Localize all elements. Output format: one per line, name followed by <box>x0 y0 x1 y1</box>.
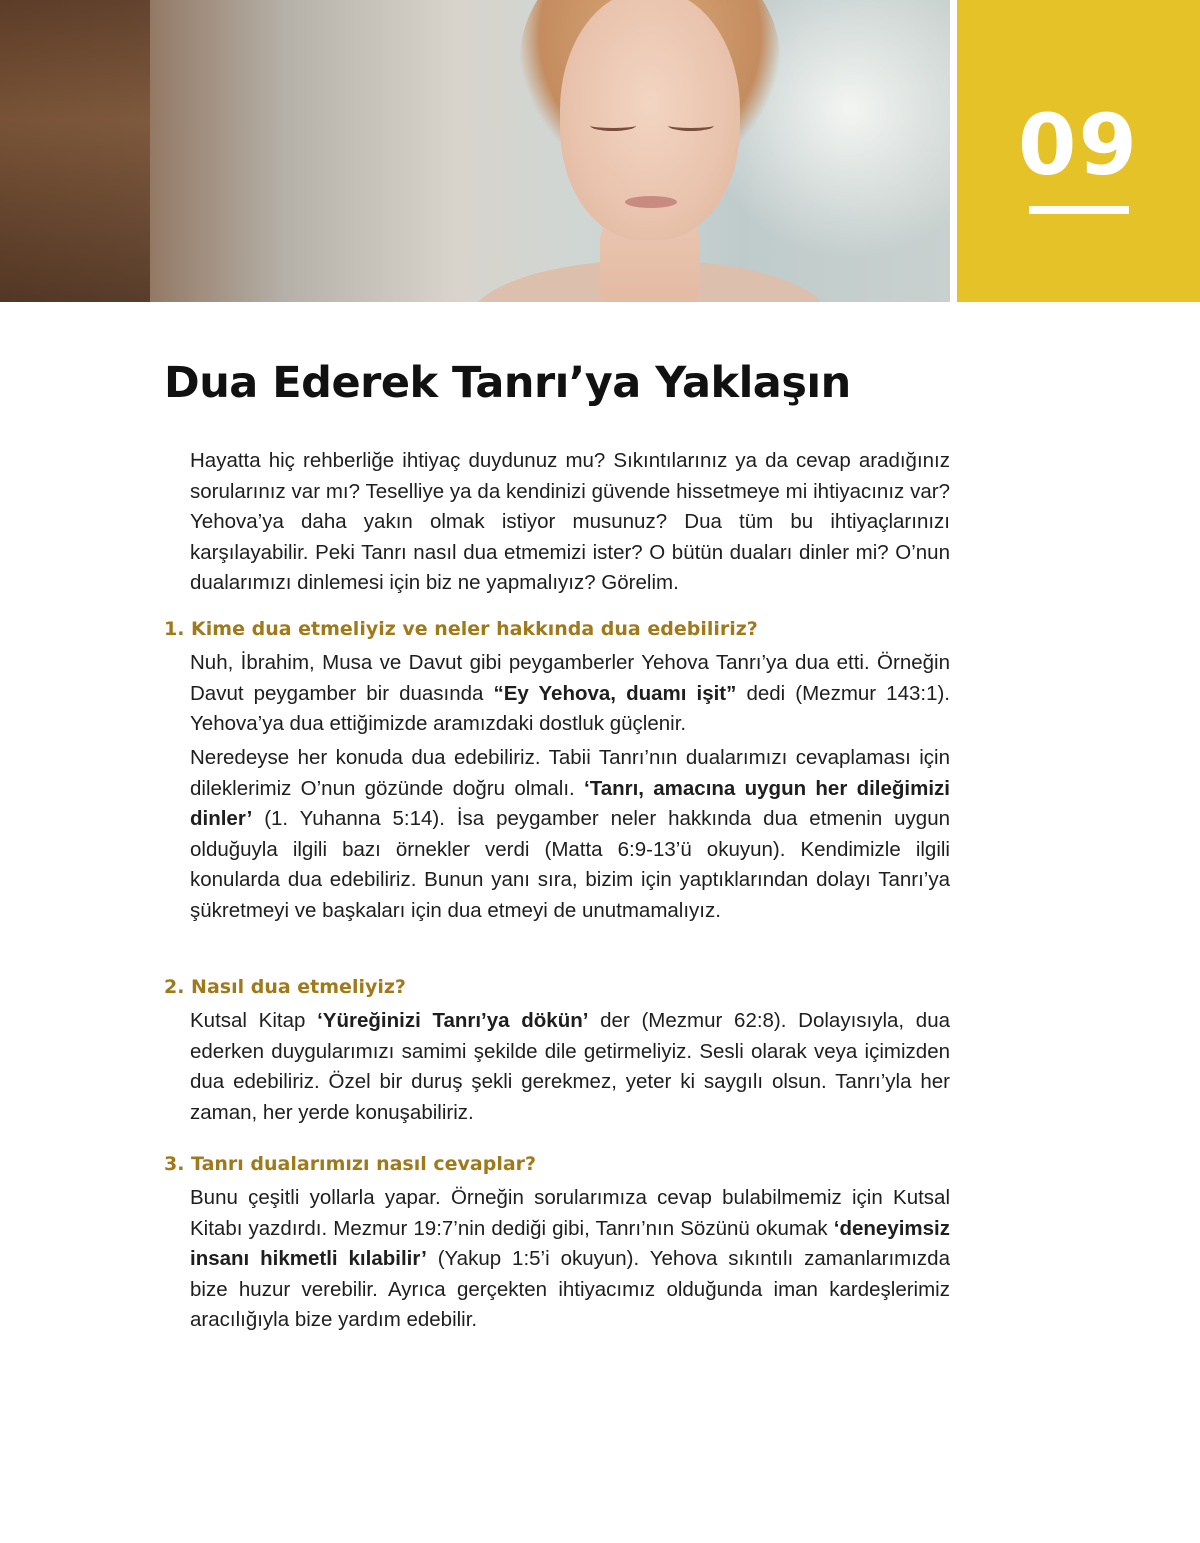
intro-paragraph: Hayatta hiç rehberliğe ihtiyaç duydunuz mu? Sıkıntılarınız ya da cevap aradığınız sorularınız var mı? Teselliye ya da kendinizi güvende hissetmeye mi ihtiyacınız var? Yehova’ya daha yakın olmak istiyor musunuz? Dua tüm bu ihtiyaçlarınızı karşılayabilir. Peki Tanrı nasıl dua etmemizi ister? O bütün duaları dinler mi? O’nun dualarımızı dinlemesi için biz ne yapmalıyız? Görelim. <box>190 449 950 594</box>
section-1-paragraph-2 <box>190 743 950 926</box>
section-1-paragraph-1 <box>190 648 950 740</box>
closed-eye-right <box>668 120 714 131</box>
section-1-heading: 1. Kime dua etmeliyiz ve neler hakkında dua edebiliriz? <box>164 618 758 640</box>
text-span: (Yakup 1:5’i okuyun). Yehova sıkıntılı zamanlarımızda bize huzur verebilir. Ayrıca gerçekten ihtiyacımız olduğunda iman kardeşlerimiz aracılığıyla bize yardım edebilir. <box>190 1247 950 1331</box>
chapter-number-block <box>957 0 1200 302</box>
scripture-quote: ‘Tanrı, amacına uygun her dileğimizi dinler’ <box>190 776 950 830</box>
woman-lips <box>625 196 677 208</box>
text-span: Bunu çeşitli yollarla yapar. Örneğin sorularımıza cevap bulabilmemiz için Kutsal Kitabı yazdırdı. Mezmur 19:7’nin dediği gibi, Tanrı’nın Sözünü okumak <box>190 1186 950 1240</box>
chapter-number: 09 <box>1018 96 1139 194</box>
header-photo <box>0 0 950 302</box>
closed-eye-left <box>590 120 636 131</box>
section-3-paragraph-1 <box>190 1183 950 1336</box>
page-title: Dua Ederek Tanrı’ya Yaklaşın <box>164 358 851 408</box>
text-span: Neredeyse her konuda dua edebiliriz. Tabii Tanrı’nın dualarımızı cevaplaması için dileklerimiz O’nun gözünde doğru olmalı. <box>190 746 950 800</box>
section-2-heading: 2. Nasıl dua etmeliyiz? <box>164 976 406 998</box>
text-span: der (Mezmur 62:8). Dolayısıyla, dua ederken duygularımızı samimi şekilde dile getirmeliyiz. Sesli olarak veya içimizden dua edebiliriz. Özel bir duruş şekli gerekmez, yeter ki saygılı olsun. Tanrı’yla her zaman, her yerde konuşabiliriz. <box>190 1009 951 1124</box>
scripture-quote: “Ey Yehova, duamı işit” <box>493 681 737 705</box>
section-3-heading: 3. Tanrı dualarımızı nasıl cevaplar? <box>164 1153 537 1175</box>
text-span: (1. Yuhanna 5:14). İsa peygamber neler hakkında dua etmenin uygun olduğuyla ilgili bazı örnekler verdi (Matta 6:9-13’ü okuyun). Kendimizle ilgili konularda dua edebiliriz. Bunun yanı sıra, bizim için yaptıklarından dolayı Tanrı’ya şükretmeyi ve başkaları için dua etmeyi de unutmamalıyız. <box>190 807 950 922</box>
text-span: Nuh, İbrahim, Musa ve Davut gibi peygamberler Yehova Tanrı’ya dua etti. Örneğin Davut peygamber bir duasında <box>190 651 950 705</box>
scripture-quote: ‘deneyimsiz insanı hikmetli kılabilir’ <box>190 1216 950 1270</box>
background-bookshelf <box>0 0 150 302</box>
scripture-quote: ‘Yüreğinizi Tanrı’ya dökün’ <box>317 1009 589 1032</box>
text-span: Kutsal Kitap <box>190 1009 318 1032</box>
text-span: dedi (Mezmur 143:1). Yehova’ya dua ettiğimizde aramızdaki dostluk güçlenir. <box>190 681 951 735</box>
section-2-paragraph-1 <box>190 1006 950 1128</box>
chapter-number-underline <box>1029 206 1129 214</box>
